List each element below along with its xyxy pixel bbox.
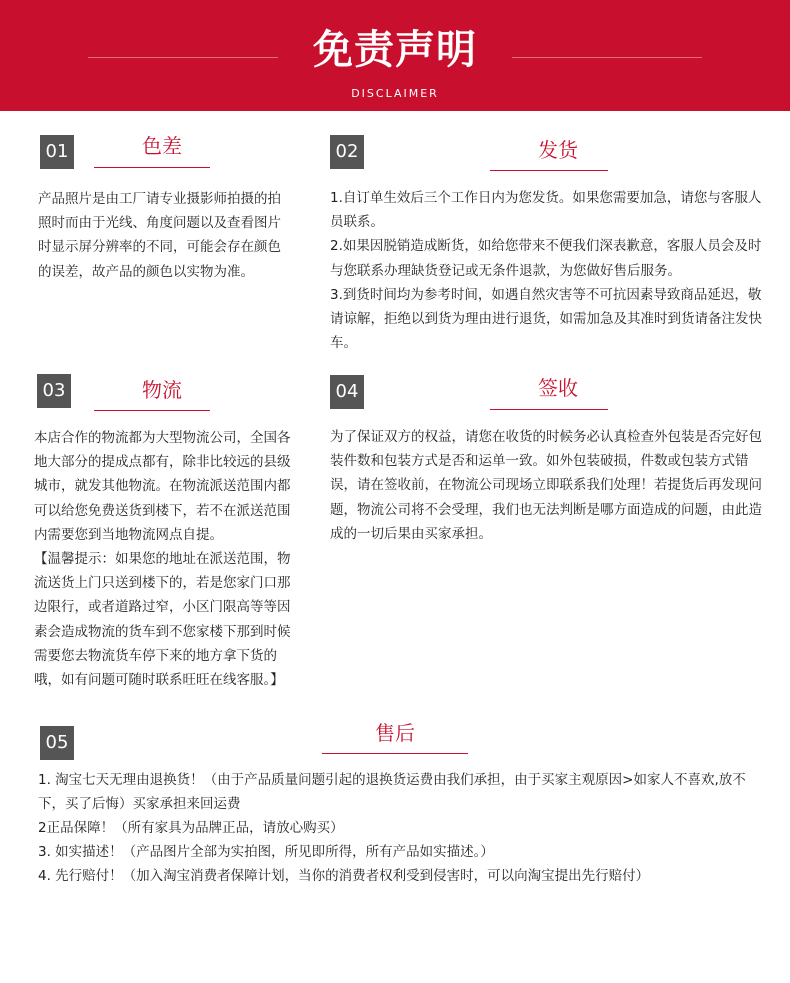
section-underline — [490, 409, 608, 410]
section-title-color-difference: 色差 — [142, 134, 182, 158]
paragraph: 【温馨提示：如果您的地址在派送范围，物流送货上门只送到楼下的，若是您家门口那边限行，或者道路过窄，小区门限高等等因素会造成物流的货车到不您家楼下那到时候需要您去物流货车停下来的地方拿下货的哦，如有问题可随时联系旺旺在线客服。】 — [34, 551, 291, 689]
section-title-logistics: 物流 — [142, 378, 182, 402]
section-title-shipping: 发货 — [538, 138, 578, 162]
paragraph: 2正品保障！（所有家具为品牌正品，请放心购买） — [38, 820, 344, 836]
disclaimer-banner — [0, 0, 790, 111]
section-title-after-sales: 售后 — [375, 721, 415, 745]
section-number-03: 03 — [37, 374, 71, 408]
section-body-color-difference — [38, 187, 292, 284]
paragraph: 2.如果因脱销造成断货，如给您带来不便我们深表歉意，客服人员会及时与您联系办理缺货登记或无条件退款，为您做好售后服务。 — [330, 238, 762, 279]
section-number-01: 01 — [40, 135, 74, 169]
section-body-sign-receipt — [330, 425, 768, 546]
section-underline — [322, 753, 468, 754]
section-title-sign-receipt: 签收 — [538, 376, 578, 400]
section-underline — [94, 410, 210, 411]
paragraph: 产品照片是由工厂请专业摄影师拍摄的拍照时而由于光线、角度问题以及查看图片时显示屏分辨率的不同，可能会存在颜色的误差，故产品的颜色以实物为准。 — [38, 191, 281, 280]
section-body-after-sales — [38, 768, 763, 888]
paragraph: 3.到货时间均为参考时间，如遇自然灾害等不可抗因素导致商品延迟，敬请谅解，拒绝以到货为理由进行退货，如需加急及其准时到货请备注发快车。 — [330, 286, 762, 352]
section-underline — [94, 167, 210, 168]
paragraph: 3. 如实描述！（产品图片全部为实拍图，所见即所得，所有产品如实描述。） — [38, 844, 494, 860]
section-underline — [490, 170, 608, 171]
paragraph: 为了保证双方的权益，请您在收货的时候务必认真检查外包装是否完好包装件数和包装方式是否和运单一致。如外包装破损，件数或包装方式错误，请在签收前，在物流公司现场立即联系我们处理！若提货后再发现问题，物流公司将不会受理，我们也无法判断是哪方面造成的问题，由此造成的一切后果由买家承担。 — [330, 429, 762, 542]
section-number-02: 02 — [330, 135, 364, 169]
section-body-shipping — [330, 186, 768, 355]
paragraph: 本店合作的物流都为大型物流公司，全国各地大部分的提成点都有，除非比较远的县级城市，就发其他物流。在物流派送范围内都可以给您免费送货到楼下，若不在派送范围内需要您到当地物流网点自提。 — [34, 430, 291, 543]
paragraph: 1.自订单生效后三个工作日内为您发货。如果您需要加急，请您与客服人员联系。 — [330, 190, 762, 231]
section-number-04: 04 — [330, 375, 364, 409]
paragraph: 1. 淘宝七天无理由退换货！（由于产品质量问题引起的退换货运费由我们承担，由于买家主观原因>如家人不喜欢,放不下，买了后悔）买家承担来回运费 — [38, 772, 746, 812]
paragraph: 4. 先行赔付！（加入淘宝消费者保障计划，当你的消费者权利受到侵害时，可以向淘宝提出先行赔付） — [38, 868, 650, 884]
section-number-05: 05 — [40, 726, 74, 760]
banner-subtitle: DISCLAIMER — [351, 87, 439, 100]
banner-title: 免责声明 — [313, 27, 477, 73]
section-body-logistics — [34, 426, 292, 692]
